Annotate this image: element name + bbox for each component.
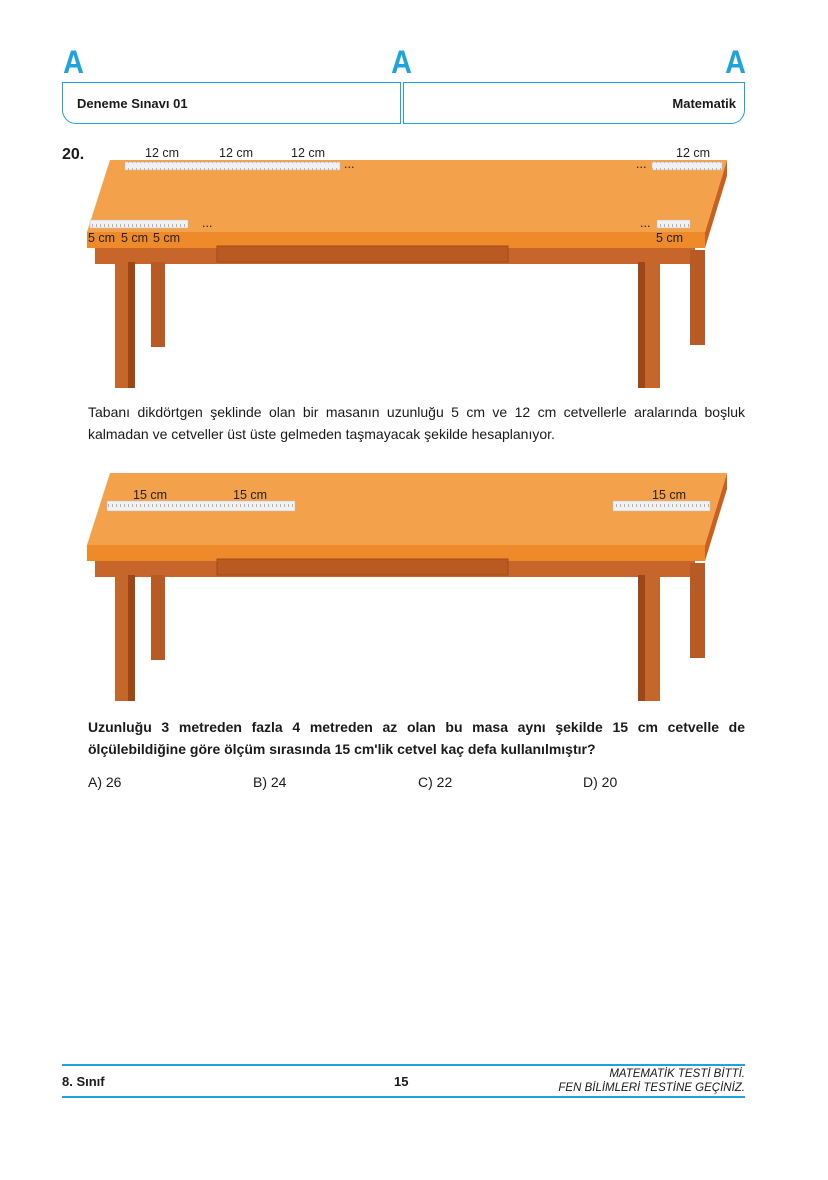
table-figure-2 xyxy=(87,473,727,701)
page-number: 15 xyxy=(394,1074,409,1089)
option-d[interactable]: D) 20 xyxy=(583,774,618,790)
ruler-label: 5 cm xyxy=(121,231,149,245)
option-c[interactable]: C) 22 xyxy=(418,774,453,790)
ruler-label: 12 cm xyxy=(219,146,254,160)
ruler-label: 15 cm xyxy=(233,488,268,502)
booklet-letter-left: A xyxy=(63,44,84,80)
subject-title: Matematik xyxy=(672,95,736,111)
exam-title: Deneme Sınavı 01 xyxy=(77,95,188,111)
footer-note-line-1: MATEMATİK TESTİ BİTTİ. xyxy=(609,1068,745,1080)
booklet-letter-center: A xyxy=(391,44,412,80)
ruler-label: 15 cm xyxy=(133,488,168,502)
ruler-label: 12 cm xyxy=(145,146,180,160)
ellipsis: ... xyxy=(640,216,651,230)
ruler-label: 12 cm xyxy=(291,146,326,160)
footer-note-line-2: FEN BİLİMLERİ TESTİNE GEÇİNİZ. xyxy=(558,1082,745,1094)
ellipsis: ... xyxy=(344,157,355,171)
ruler-label: 12 cm xyxy=(676,146,711,160)
question-prompt: Uzunluğu 3 metreden fazla 4 metreden az olan bu masa aynı şekilde 15 cm cetvelle de ölçülebildiğine göre ölçüm sırasında 15 cm'lik cetvel kaç defa kullanılmıştır? xyxy=(88,719,745,757)
ellipsis: ... xyxy=(636,157,647,171)
question-stem: Tabanı dikdörtgen şeklinde olan bir masanın uzunluğu 5 cm ve 12 cm cetvellerle aralarında boşluk kalmadan ve cetveller üst üste gelmeden taşmayacak şekilde hesaplanıyor. xyxy=(88,404,745,442)
ellipsis: ... xyxy=(202,216,213,230)
grade-label: 8. Sınıf xyxy=(62,1074,105,1089)
question-number: 20. xyxy=(62,146,85,163)
ruler-15cm-row xyxy=(107,501,295,511)
ruler-15cm-end xyxy=(613,501,710,511)
option-a[interactable]: A) 26 xyxy=(88,774,122,790)
footer-bottom-rule xyxy=(62,1096,745,1098)
footer-top-rule xyxy=(62,1064,745,1066)
booklet-letter-right: A xyxy=(725,44,746,80)
option-b[interactable]: B) 24 xyxy=(253,774,287,790)
ruler-label: 5 cm xyxy=(88,231,116,245)
table-figure-1 xyxy=(87,146,727,388)
footer-note xyxy=(558,1067,745,1095)
ruler-12cm-end xyxy=(652,162,722,170)
ruler-12cm-row xyxy=(125,162,340,170)
ruler-label: 15 cm xyxy=(652,488,687,502)
ruler-5cm-row xyxy=(90,220,188,228)
ruler-label: 5 cm xyxy=(153,231,181,245)
ruler-label: 5 cm xyxy=(656,231,684,245)
ruler-5cm-end xyxy=(657,220,690,228)
